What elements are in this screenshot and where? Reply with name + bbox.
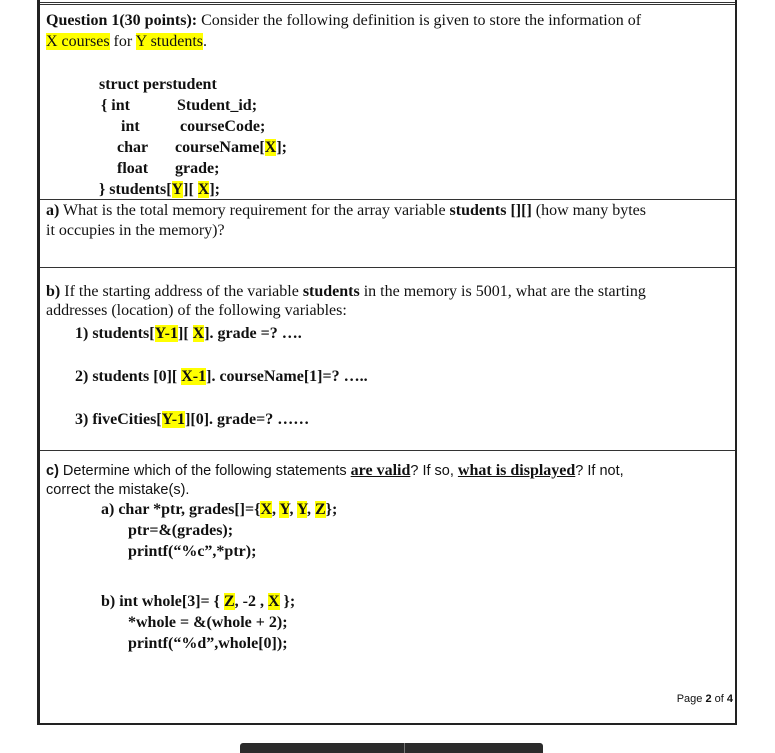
divider bbox=[40, 450, 735, 451]
part-c-b-line-2: *whole = &(whole + 2); bbox=[128, 614, 288, 631]
part-c-a-line-1: a) char *ptr, grades[]={X, Y, Y, Z}; bbox=[101, 501, 338, 518]
part-c-line-1: c) Determine which of the following statements are valid? If so, what is displayed? If not, bbox=[46, 462, 624, 479]
struct-line-6: } students[Y][ X]; bbox=[99, 181, 220, 198]
question-line-2: X courses for Y students. bbox=[46, 33, 208, 50]
struct-line-2: { int Student_id; bbox=[101, 97, 258, 114]
part-c-b-line-3: printf(“%d”,whole[0]); bbox=[128, 635, 288, 652]
question-line-1: Question 1(30 points): Consider the following definition is given to store the information of bbox=[46, 12, 642, 29]
struct-line-4: char courseName[X]; bbox=[117, 139, 287, 156]
page-number: Page 2 of 4 bbox=[676, 693, 733, 705]
part-b-item-2: 2) students [0][ X-1]. courseName[1]=? ….. bbox=[75, 368, 368, 385]
part-b-item-1: 1) students[Y-1][ X]. grade =? …. bbox=[75, 325, 302, 342]
part-a-line-1: a) What is the total memory requirement for the array variable students [][] (how many bytes bbox=[46, 202, 646, 219]
struct-line-1: struct perstudent bbox=[99, 76, 217, 93]
viewer-toolbar[interactable] bbox=[240, 743, 543, 753]
part-b-line-2: addresses (location) of the following variables: bbox=[46, 302, 347, 319]
divider bbox=[40, 199, 735, 200]
struct-line-5: float grade; bbox=[117, 160, 220, 177]
x-courses-highlight: X courses bbox=[46, 33, 110, 50]
part-c-a-line-3: printf(“%c”,*ptr); bbox=[128, 543, 257, 560]
part-b-item-3: 3) fiveCities[Y-1][0]. grade=? …… bbox=[75, 411, 310, 428]
struct-line-3: int courseCode; bbox=[121, 118, 266, 135]
divider bbox=[40, 267, 735, 268]
part-b-line-1: b) If the starting address of the variable students in the memory is 5001, what are the starting bbox=[46, 283, 646, 300]
question-title: Question 1(30 points): bbox=[46, 12, 198, 29]
y-students-highlight: Y students bbox=[135, 33, 204, 50]
part-c-line-2: correct the mistake(s). bbox=[46, 482, 190, 498]
part-c-b-line-1: b) int whole[3]= { Z, -2 , X }; bbox=[101, 593, 296, 610]
part-c-a-line-2: ptr=&(grades); bbox=[128, 522, 234, 539]
toolbar-divider bbox=[404, 743, 405, 753]
part-a-line-2: it occupies in the memory)? bbox=[46, 222, 225, 239]
